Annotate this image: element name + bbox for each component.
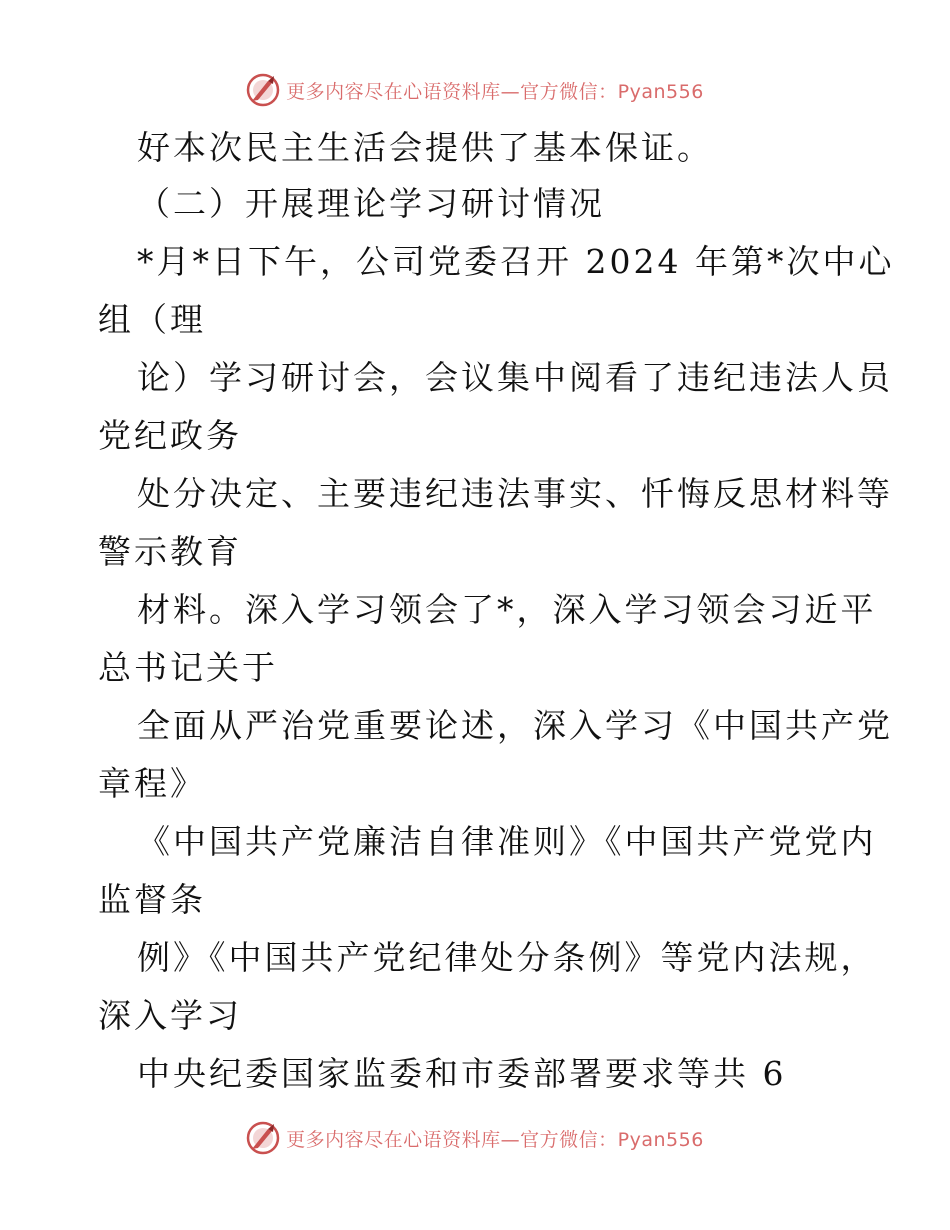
- text-line-13: 《中国共产党廉洁自律准则》《中国共产党党内: [137, 822, 877, 861]
- watermark-footer-text: 更多内容尽在心语资料库—官方微信：Pyan556: [286, 1128, 704, 1151]
- watermark-header: [0, 70, 950, 110]
- text-line-12: 章程》: [98, 764, 206, 803]
- text-line-5: 论）学习研讨会，会议集中阅看了违纪违法人员: [137, 358, 893, 397]
- text-line-3: *月*日下午，公司党委召开 2024 年第*次中心: [137, 242, 895, 281]
- watermark-header-text: 更多内容尽在心语资料库—官方微信：Pyan556: [286, 80, 704, 103]
- text-line-6: 党纪政务: [98, 416, 242, 455]
- watermark-footer: [0, 1118, 950, 1158]
- text-line-1: 好本次民主生活会提供了基本保证。: [137, 128, 713, 167]
- text-line-16: 深入学习: [98, 996, 242, 1035]
- text-line-10: 总书记关于: [98, 648, 278, 687]
- text-line-14: 监督条: [98, 880, 206, 919]
- quill-logo-icon: [246, 73, 280, 107]
- text-line-15: 例》《中国共产党纪律处分条例》等党内法规，: [137, 938, 877, 977]
- watermark-footer-inner: [246, 1121, 704, 1155]
- text-line-4: 组（理: [98, 300, 206, 339]
- text-line-17: 中央纪委国家监委和市委部署要求等共 6: [137, 1054, 787, 1093]
- watermark-header-inner: [246, 73, 704, 107]
- text-line-9: 材料。深入学习领会了*，深入学习领会习近平: [137, 590, 877, 629]
- text-line-8: 警示教育: [98, 532, 242, 571]
- quill-logo-icon: [246, 1121, 280, 1155]
- text-line-7: 处分决定、主要违纪违法事实、忏悔反思材料等: [137, 474, 893, 513]
- text-line-11: 全面从严治党重要论述，深入学习《中国共产党: [137, 706, 893, 745]
- text-line-2: （二）开展理论学习研讨情况: [137, 184, 605, 223]
